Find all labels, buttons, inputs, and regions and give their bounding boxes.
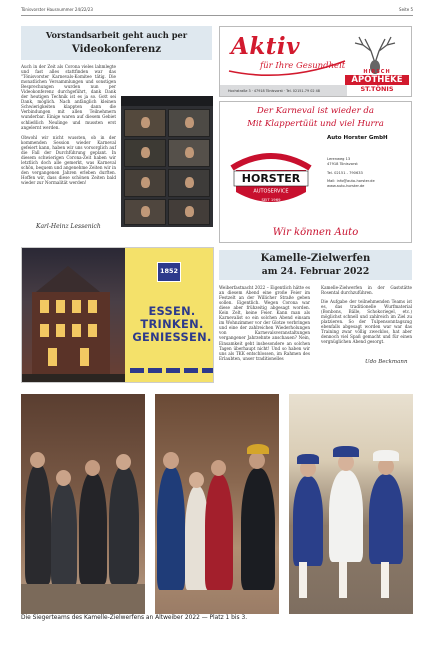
horster-tagline-line2: Mit Klappertüüt und viel Hurra — [247, 119, 384, 129]
restaurant-logo — [157, 262, 181, 282]
article1-signature: Karl-Heinz Lessenich — [36, 223, 101, 230]
article2-headline — [219, 250, 412, 280]
apotheke-subline: für Ihre Gesundheit — [260, 61, 346, 71]
horster-slogan: Wir können Auto — [272, 227, 359, 238]
restaurant-1852-ad — [21, 247, 214, 383]
restaurant-logo-text: 1852 — [159, 267, 179, 275]
participant-tile — [168, 139, 210, 167]
participant-tile — [124, 169, 166, 197]
horster-logo-since: SEIT 1969 — [261, 197, 281, 202]
article1-paragraph: Obwohl wir nicht wussten, ob in der kommenden Session wieder Karneval gefeiert kann, haben wir uns vorsorglich auf die Fall der Durchführung geplant. In diesem schwierigen Corona-Zeit haben wir letztlich doch alle gemerkt, was Karneval schön, bequem und angenehme Zeiten wir in den vergangenen Jahren erleben durften. Hoffen wir, dass diese schönen Zeiten bald wieder zur Normalität werden! — [21, 134, 116, 186]
article2-title: Kamelle-Zielwerfen — [260, 253, 371, 264]
winner-team-photo-2 — [155, 394, 279, 614]
photo-caption: Die Siegerteams des Kamelle-Zielwerfens an Altweiber 2022 — Platz 1 bis 3. — [21, 615, 248, 621]
horster-tel: Tel. 02151 - 790633 — [327, 170, 363, 175]
slogan-line: TRINKEN. — [140, 317, 204, 331]
article1-paragraph: Auch in der Zeit als Corona vieles lahmlegte und fast alles stattfinden war das "Tönisvorster Karnevals-Komitee tätig. Die monatlichen Versammlungen und sonstigen Besprechungen wurden nun per Videokonferenz durchgeführt, dank Dank der heutigen Technik ist es ja so. Gott sei Dank, möglich. Nach anfänglich kleinen Schwierigkeiten klappten dann die Verbindungen mit allen Teilnehmern wunderbar. Einige waren auf diesem Gebiet schließlich Neulinge und mussten erst angelernt werden. — [21, 64, 116, 130]
horster-tagline — [220, 105, 411, 131]
horster-ad — [219, 101, 412, 243]
participant-tile — [124, 199, 166, 225]
horster-logo-sub: AUTOSERVICE — [253, 188, 289, 195]
apotheke-address: Hochstraße 3 · 47918 Tönisvorst · Tel. 02151-79 02 48 — [220, 85, 347, 96]
article1-kicker: Vorstandsarbeit geht auch per — [45, 30, 188, 40]
article1-body — [21, 64, 116, 190]
apotheke-name-mid: APOTHEKE — [345, 75, 409, 85]
participant-tile — [168, 169, 210, 197]
horster-street: Lerenweg 13 — [327, 157, 351, 161]
apotheke-brand: Aktiv — [231, 33, 301, 60]
horster-mail: Mail: info@auto-horster.de — [327, 179, 375, 184]
horster-logo — [228, 146, 314, 216]
participant-tile — [124, 109, 166, 137]
slogan-line: ESSEN. — [148, 304, 196, 318]
winner-team-photo-1 — [21, 394, 145, 614]
horster-city: 47918 Tönisvorst — [327, 161, 358, 166]
slogan-line: GENIESSEN. — [132, 330, 212, 344]
apotheke-ad — [219, 26, 412, 97]
header-page-number: Seite 5 — [399, 7, 413, 12]
article2-paragraph: Weiberfastnacht 2022 – Eigentlich hätte es an diesem Abend eine große Feier im Festzelt an der Willicher Straße geben sollen. Eigentlich. Wegen Corona war diese aber frühzeitig abgesagt worden. Kein Zelt, keine Feier. Kann man als Karnevalist so ein solchen Abend einsam im Wohnzimmer vor der Glotze verbringen und eine der zahlreichen Wiederholungen von Karnevalsveranstaltungen vergangener Jahrzehnte anschauen? Nein, Einsamkeit geht insbesondere an solchen Tagen überhaupt nicht! Und so haben wir uns als TKK entschlossen, im Rahmen des Erlaubten, unser traditionelles — [219, 285, 310, 361]
restaurant-slogan — [132, 305, 212, 344]
horster-tagline-line1: Der Karneval ist wieder da — [256, 106, 375, 116]
restaurant-building-photo — [22, 248, 125, 383]
participant-tile — [124, 139, 166, 167]
video-conference-photo — [121, 96, 213, 227]
article2-subtitle: am 24. Februar 2022 — [261, 266, 370, 277]
apotheke-name-bottom: ST.TÖNIS — [360, 85, 394, 93]
horster-contact — [327, 157, 375, 189]
article1-headline — [21, 26, 212, 60]
article2-paragraph: Kamelle-Zielwerfen in der Gaststätte Rosental durchzuführen. — [321, 285, 412, 296]
participant-tile — [168, 109, 210, 137]
video-toolbar — [121, 96, 213, 106]
participant-tile — [168, 199, 210, 225]
horster-logo-name: HORSTER — [241, 172, 301, 185]
article1-title: Videokonferenz — [71, 43, 162, 55]
article2-column1 — [219, 285, 310, 365]
article2-column2 — [321, 285, 412, 349]
restaurant-footer-icons — [130, 366, 214, 376]
horster-company: Auto Horster GmbH — [327, 135, 388, 141]
page-header — [21, 4, 413, 16]
header-publication: Tönisvorster Hausnummer 24/22/23 — [21, 7, 93, 12]
apotheke-name-top: HIRSCH — [363, 69, 391, 75]
winner-team-photo-3 — [289, 394, 413, 614]
article2-paragraph: Die Aufgabe der teilnehmenden Teams ist es, das traditionelle Wurfmaterial (Bonbons, Bälle, Schokoriegel, etc.) möglichst schnell und zahlreich im Ziel zu platzieren. So der Tulpensonntagszug ebenfalls abgesagt worden war war das Training zwar völlig zwecklos, hat aber dennoch viel Spaß gemacht und für einen vergnüglichen Abend gesorgt. — [321, 299, 412, 345]
horster-web: www.auto-horster.de — [327, 184, 365, 189]
apotheke-name — [345, 69, 409, 93]
article2-signature: Udo Beckmann — [365, 359, 408, 365]
